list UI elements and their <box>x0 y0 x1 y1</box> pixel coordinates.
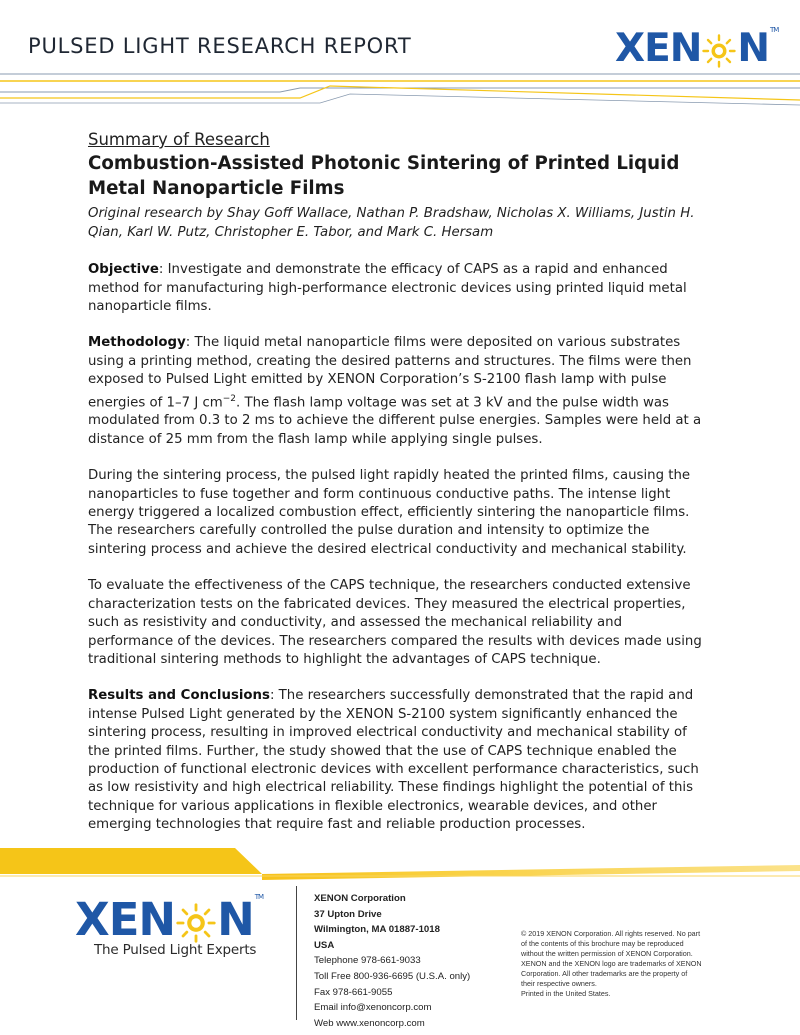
logo-text-right: N <box>737 26 769 71</box>
footer-logo-text-left: XEN <box>75 893 176 946</box>
sun-icon <box>702 33 736 67</box>
xenon-logo-header <box>615 26 778 71</box>
legal-line: without the written permission of XENON Corporation. <box>521 949 693 958</box>
footer-yellow-band <box>0 847 800 883</box>
footer-logo-text-right: N <box>217 893 254 946</box>
evaluation-paragraph: To evaluate the effectiveness of the CAPS technique, the researchers conducted extensive characterization tests on the fabricated devices. They measured the electrical properties, such as resistivity and conductivity, and assessed the mechanical reliability and performance of the devices. The researchers compared the results with devices made using traditional sintering methods to highlight the advantages of CAPS technique. <box>88 578 702 667</box>
methodology-label: Methodology <box>88 335 186 351</box>
authors-line: Original research by Shay Goff Wallace, Nathan P. Bradshaw, Nicholas X. Williams, Justin H. Qian, Karl W. Putz, Christopher E. Tabor, and Mark C. Hersam <box>88 206 695 240</box>
methodology-text-1: : The liquid metal nanoparticle films were deposited on various substrates using a printing method, creating the desired patterns and structures. The films were then exposed to Pulsed Light emitted by XENON Corporation’s S-2100 flash lamp with pulse energies of 1–7 J cm <box>88 335 692 411</box>
legal-line: Corporation. All other trademarks are the property of <box>521 969 688 978</box>
results-label: Results and Conclusions <box>88 688 270 704</box>
footer-sun-icon <box>176 901 216 941</box>
footer-trademark-mark: TM <box>254 893 264 901</box>
company-address-block <box>314 891 470 1031</box>
sintering-paragraph: During the sintering process, the pulsed light rapidly heated the printed films, causing the nanoparticles to fuse together and form continuous conductive paths. The intense light energy triggered a localized combustion effect, efficiently sintering the nanoparticle films. The researchers carefully controlled the pulse duration and intensity to optimize the sintering process and achieve the desired electrical conductivity and mechanical stability. <box>88 468 691 557</box>
company-tollfree: Toll Free 800-936-6695 (U.S.A. only) <box>314 970 471 982</box>
legal-line: Printed in the United States. <box>521 989 611 998</box>
objective-label: Objective <box>88 262 159 278</box>
company-street: 37 Upton Drive <box>314 908 382 920</box>
company-country: USA <box>314 939 335 951</box>
results-text: : The researchers successfully demonstrated that the rapid and intense Pulsed Light generated by the XENON S-2100 system significantly enhanced the sintering process, resulting in improved electrical conductivity and mechanical stability of the printed films. Further, the study showed that the use of CAPS technique enabled the production of functional electronic devices with excellent performance characteristics, such as low resistivity and high electrical reliability. These findings highlight the potential of this technique for various applications in flexible electronics, wearable devices, and other emerging technologies that require fast and reliable production processes. <box>88 688 699 833</box>
objective-text: : Investigate and demonstrate the efficacy of CAPS as a rapid and enhanced method for manufacturing high-performance electronic devices using printed liquid metal nanoparticle films. <box>88 262 687 314</box>
header-decorative-lines <box>0 70 800 110</box>
company-telephone: Telephone 978-661-9033 <box>314 955 421 967</box>
summary-heading: Summary of Research <box>88 130 270 149</box>
logo-text-left: XEN <box>615 26 702 71</box>
company-name: XENON Corporation <box>314 893 406 904</box>
company-fax: Fax 978-661-9055 <box>314 986 393 998</box>
xenon-logo-footer <box>75 893 263 946</box>
footer-tagline: The Pulsed Light Experts <box>94 942 257 958</box>
methodology-paragraph <box>88 334 708 449</box>
company-email: Email info@xenoncorp.com <box>314 1002 432 1014</box>
legal-notice <box>521 929 721 999</box>
results-paragraph <box>88 687 708 834</box>
legal-line: of the contents of this brochure may be reproduced <box>521 939 684 948</box>
company-city: Wilmington, MA 01887-1018 <box>314 924 440 936</box>
trademark-mark: TM <box>770 26 779 34</box>
legal-line: XENON and the XENON logo are trademarks of XENON <box>521 959 702 968</box>
methodology-superscript: −2 <box>222 393 237 404</box>
legal-line: their respective owners. <box>521 979 597 988</box>
research-title: Combustion-Assisted Photonic Sintering of Printed Liquid Metal Nanoparticle Films <box>88 153 680 199</box>
objective-paragraph <box>88 261 708 316</box>
methodology-text-2: . The flash lamp voltage was set at 3 kV and the pulse width was modulated from 0.3 to 2 ms to achieve the different pulse energies. Samples were held at a distance of 25 mm from the flash lamp while applying single pulses. <box>88 395 702 447</box>
legal-line: © 2019 XENON Corporation. All rights reserved. No part <box>521 929 701 938</box>
company-web: Web www.xenoncorp.com <box>314 1017 425 1029</box>
footer-divider <box>296 886 297 1020</box>
report-header-title: PULSED LIGHT RESEARCH REPORT <box>28 34 412 58</box>
report-body <box>88 130 708 835</box>
